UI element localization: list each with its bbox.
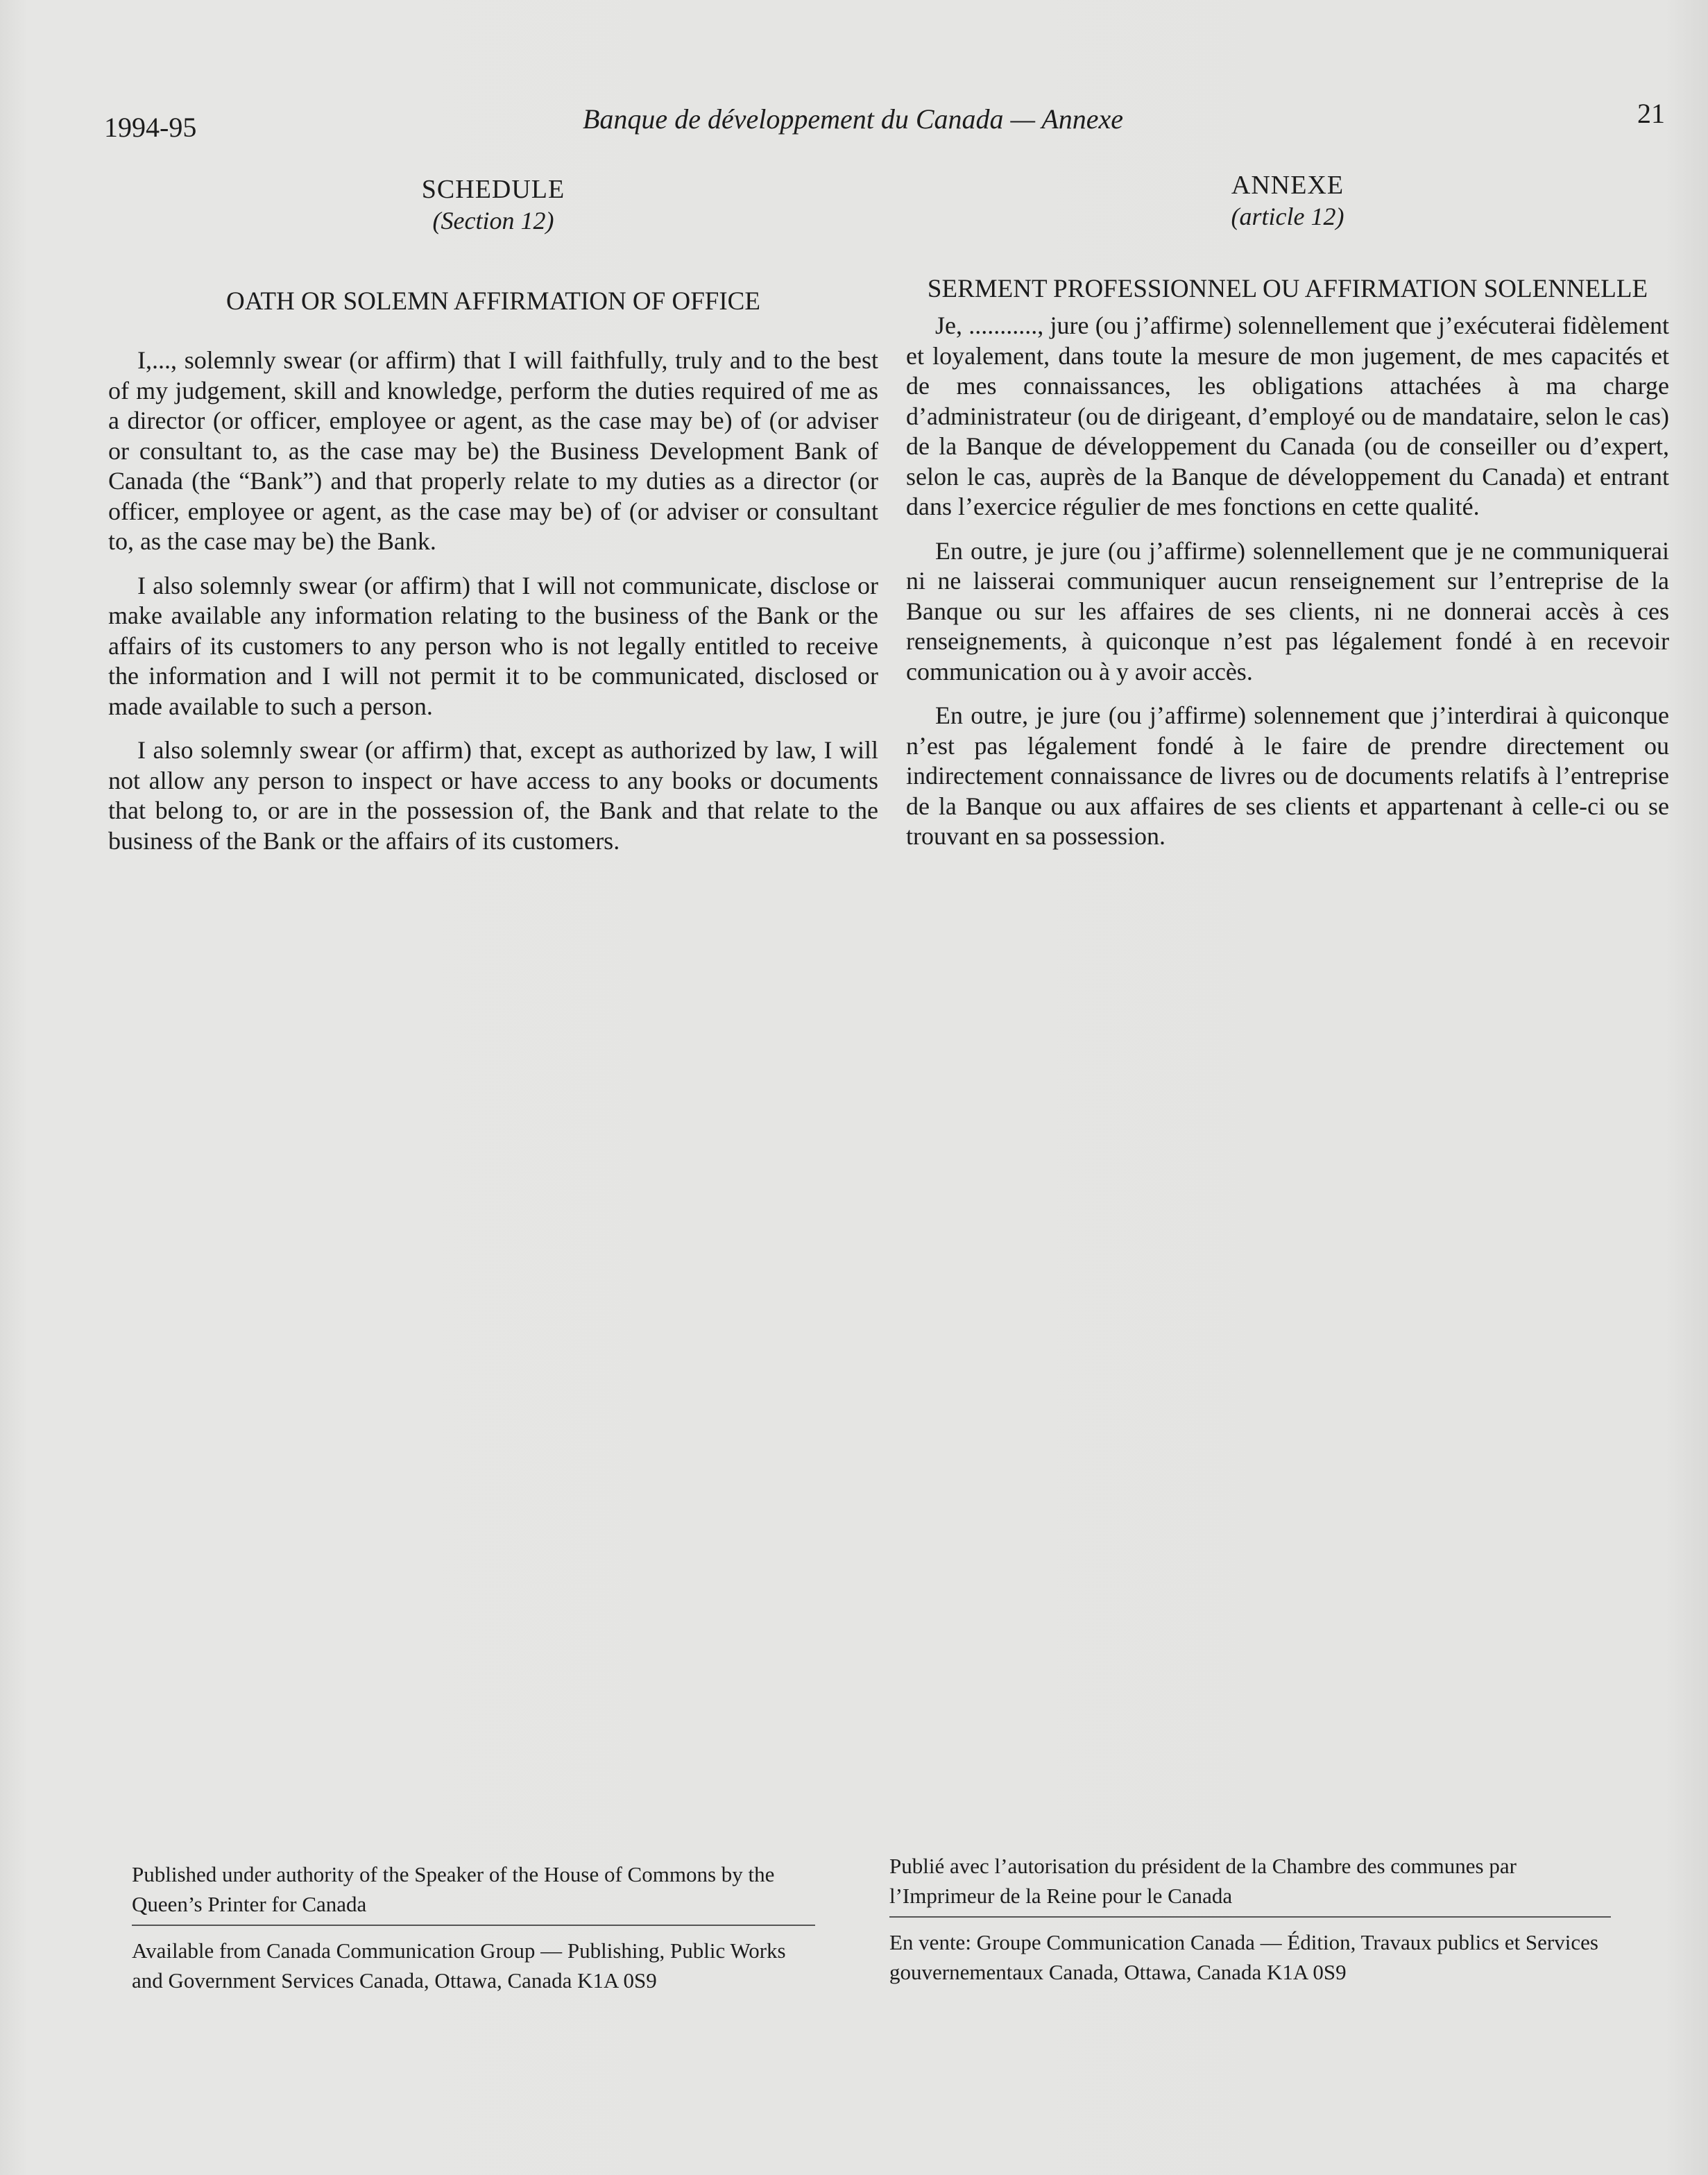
oath-heading: OATH OR SOLEMN AFFIRMATION OF OFFICE <box>226 287 760 316</box>
oath-paragraph: En outre, je jure (ou j’affirme) solennellement que je ne communiquerai ni ne laisserai communiquer aucun renseignement sur l’entreprise de la Banque ou sur les affaires de ses clients, ni ne donnerai accès à ces renseignements, à quiconque n’est pas légalement fondé à en recevoir communication ou à y avoir accès. <box>906 536 1669 685</box>
availability-notice: Available from Canada Communication Group — Publishing, Public Works and Government Services Canada, Ottawa, Canada K1A 0S9 <box>132 1938 786 1993</box>
availability-notice: En vente: Groupe Communication Canada — Édition, Travaux publics et Services gouvernementaux Canada, Ottawa, Canada K1A 0S9 <box>889 1930 1598 1984</box>
published-notice: Published under authority of the Speaker of the House of Commons by the Queen’s Printer for Canada <box>132 1862 775 1916</box>
english-column <box>108 173 878 856</box>
running-header <box>104 97 1665 143</box>
published-notice: Publié avec l’autorisation du président de la Chambre des communes par l’Imprimeur de la Reine pour le Canada <box>889 1854 1517 1908</box>
oath-heading: SERMENT PROFESSIONNEL OU AFFIRMATION SOLENNELLE <box>927 275 1648 303</box>
header-year: 1994-95 <box>104 112 197 143</box>
footer-divider <box>889 1916 1611 1918</box>
page-number: 21 <box>1637 98 1665 129</box>
footer-divider <box>132 1925 815 1926</box>
french-column <box>906 169 1669 852</box>
schedule-section-ref: (Section 12) <box>432 207 554 234</box>
schedule-section-ref: (article 12) <box>1231 203 1344 230</box>
oath-paragraph: I also solemnly swear (or affirm) that, except as authorized by law, I will not allow any person to inspect or have access to any books or documents that belong to, or are in the possession of, the Bank and that relate to the business of the Bank or the affairs of its customers. <box>108 736 878 855</box>
publisher-footer-french <box>889 1851 1611 1987</box>
oath-paragraph: I also solemnly swear (or affirm) that I will not communicate, disclose or make available any information relating to the business of the Bank or the affairs of its customers to any person who is not legally entitled to receive the information and I will not permit it to be communicated, disclosed or made available to such a person. <box>108 571 878 720</box>
oath-paragraph: En outre, je jure (ou j’affirme) solennement que j’interdirai à quiconque n’est pas légalement fondé à le faire de prendre directement ou indirectement connaissance de livres ou de documents relatifs à l’entreprise de la Banque ou aux affaires de ses clients et appartenant à celle-ci ou se trouvant en sa possession. <box>906 701 1669 850</box>
oath-paragraph: Je, ..........., jure (ou j’affirme) solennellement que j’exécuterai fidèlement et loyalement, dans toute la mesure de mon jugement, de mes capacités et de mes connaissances, les obligations attachées à ma charge d’administrateur (ou de dirigeant, d’employé ou de mandataire, selon le cas) de la Banque de développement du Canada (ou de conseiller ou d’expert, selon le cas, auprès de la Banque de développement du Canada) et entrant dans l’exercice régulier de mes fonctions en cette qualité. <box>906 312 1669 520</box>
schedule-title: SCHEDULE <box>421 175 565 204</box>
oath-paragraph: I,..., solemnly swear (or affirm) that I will faithfully, truly and to the best of my judgement, skill and knowledge, perform the duties required of me as a director (or officer, employee or agent, as the case may be) of (or adviser or consultant to, as the case may be) the Business Development Bank of Canada (the “Bank”) and that properly relate to my duties as a director (or officer, employee or agent, as the case may be) of (or adviser or consultant to, as the case may be) the Bank. <box>108 346 878 555</box>
schedule-title: ANNEXE <box>1231 171 1344 200</box>
header-title: Banque de développement du Canada — Annexe <box>583 103 1124 135</box>
publisher-footer-english <box>132 1859 815 1995</box>
